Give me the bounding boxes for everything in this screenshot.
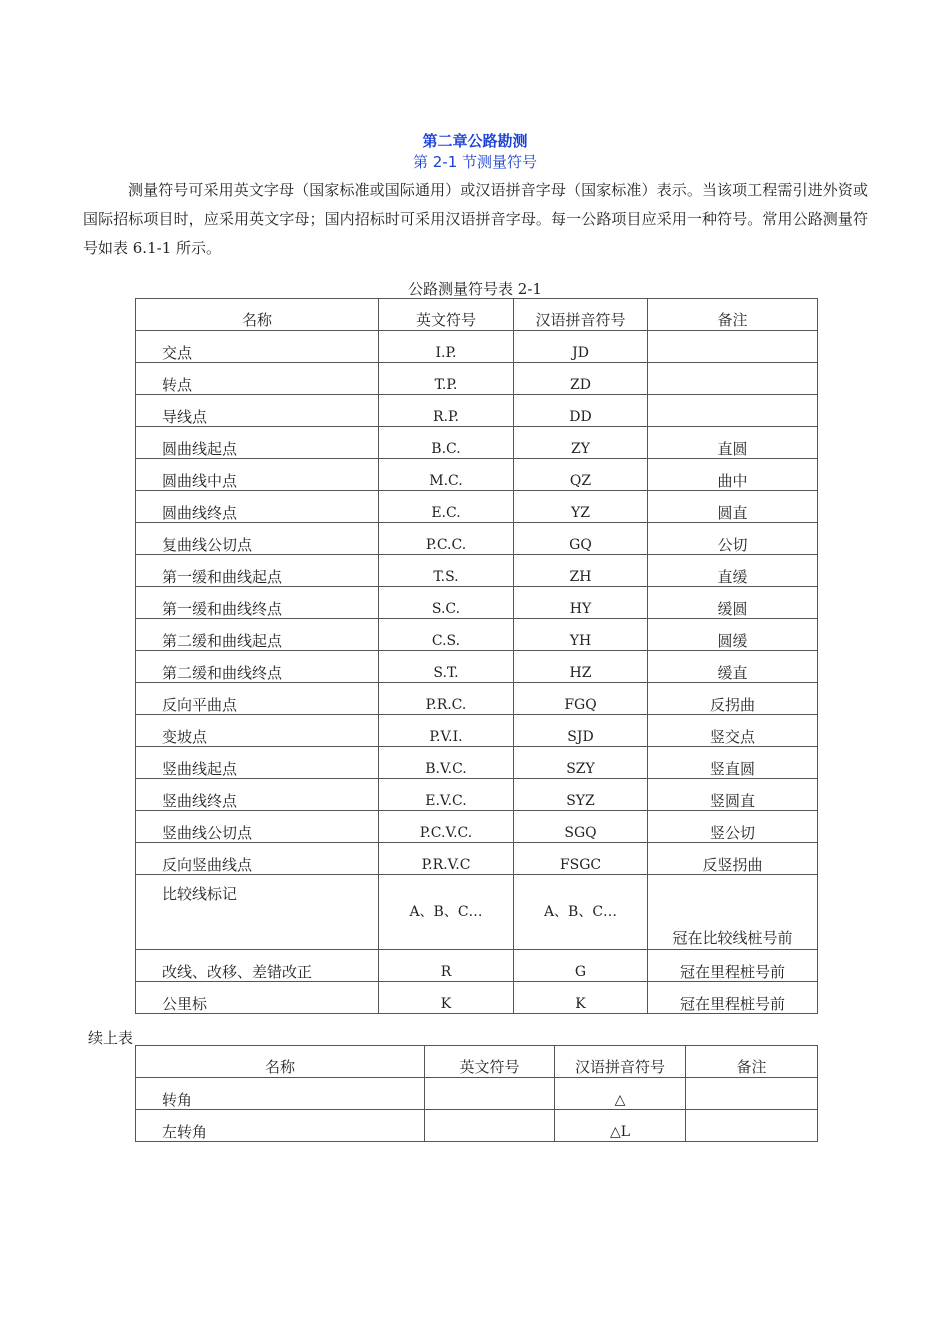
cell-pinyin-symbol: YZ (514, 491, 648, 523)
cell-english-symbol: R (379, 950, 514, 982)
table-row (136, 982, 818, 1014)
header-note: 备注 (648, 299, 818, 331)
cell-name: 第二缓和曲线终点 (136, 651, 379, 683)
cell-pinyin-symbol: YH (514, 619, 648, 651)
cell-english-symbol: P.V.I. (379, 715, 514, 747)
cell-pinyin-symbol: SGQ (514, 811, 648, 843)
header-note: 备注 (686, 1046, 818, 1078)
symbol-table (135, 298, 818, 1014)
table-row (136, 715, 818, 747)
header-english: 英文符号 (379, 299, 514, 331)
cell-note (686, 1110, 818, 1142)
cell-name: 转角 (136, 1078, 425, 1110)
cell-note (686, 1078, 818, 1110)
table-row (136, 619, 818, 651)
table-row (136, 811, 818, 843)
table-row (136, 395, 818, 427)
cell-pinyin-symbol: △L (555, 1110, 686, 1142)
cell-name: 复曲线公切点 (136, 523, 379, 555)
cell-pinyin-symbol: △ (555, 1078, 686, 1110)
cell-pinyin-symbol: A、B、C… (514, 875, 648, 950)
table-row (136, 747, 818, 779)
cell-note: 公切 (648, 523, 818, 555)
cell-english-symbol: P.C.C. (379, 523, 514, 555)
cell-english-symbol: T.S. (379, 555, 514, 587)
cell-english-symbol: I.P. (379, 331, 514, 363)
cell-pinyin-symbol: G (514, 950, 648, 982)
cell-note: 冠在比较线桩号前 (648, 875, 818, 950)
table-header-row (136, 1046, 818, 1078)
cell-english-symbol: B.C. (379, 427, 514, 459)
cell-note: 缓圆 (648, 587, 818, 619)
cell-english-symbol: P.R.C. (379, 683, 514, 715)
header-english: 英文符号 (425, 1046, 555, 1078)
table-row (136, 331, 818, 363)
cell-pinyin-symbol: QZ (514, 459, 648, 491)
cell-note: 直缓 (648, 555, 818, 587)
cell-english-symbol: P.C.V.C. (379, 811, 514, 843)
header-pinyin: 汉语拼音符号 (555, 1046, 686, 1078)
cell-pinyin-symbol: JD (514, 331, 648, 363)
cell-name: 竖曲线起点 (136, 747, 379, 779)
cell-name: 第一缓和曲线起点 (136, 555, 379, 587)
table-row (136, 459, 818, 491)
cell-english-symbol: T.P. (379, 363, 514, 395)
intro-paragraph: 测量符号可采用英文字母（国家标准或国际通用）或汉语拼音字母（国家标准）表示。当该项工程需引进外资或国际招标项目时，应采用英文字母；国内招标时可采用汉语拼音字母。每一公路项目应采用一种符号。常用公路测量符号如表 6.1-1 所示。 (83, 181, 868, 257)
cell-note: 反拐曲 (648, 683, 818, 715)
cell-note: 竖圆直 (648, 779, 818, 811)
chapter-title: 第二章公路勘测 (422, 132, 528, 150)
cell-pinyin-symbol: SJD (514, 715, 648, 747)
cell-name: 圆曲线中点 (136, 459, 379, 491)
table-row (136, 843, 818, 875)
table-row (136, 363, 818, 395)
cell-note: 竖公切 (648, 811, 818, 843)
cell-note: 曲中 (648, 459, 818, 491)
cell-name: 左转角 (136, 1110, 425, 1142)
cell-english-symbol: S.C. (379, 587, 514, 619)
cell-note: 直圆 (648, 427, 818, 459)
cell-name: 改线、改移、差错改正 (136, 950, 379, 982)
cell-name: 反向平曲点 (136, 683, 379, 715)
table-header-row (136, 299, 818, 331)
table-row (136, 427, 818, 459)
cell-name: 第一缓和曲线终点 (136, 587, 379, 619)
cell-note (648, 331, 818, 363)
cell-name: 变坡点 (136, 715, 379, 747)
cell-english-symbol (425, 1078, 555, 1110)
cell-name: 圆曲线终点 (136, 491, 379, 523)
cell-pinyin-symbol: ZD (514, 363, 648, 395)
cell-note: 反竖拐曲 (648, 843, 818, 875)
cell-name: 圆曲线起点 (136, 427, 379, 459)
cell-name: 转点 (136, 363, 379, 395)
table-row (136, 875, 818, 950)
cell-name: 反向竖曲线点 (136, 843, 379, 875)
cell-note: 缓直 (648, 651, 818, 683)
table-caption: 公路测量符号表 2-1 (408, 280, 542, 298)
cell-name: 交点 (136, 331, 379, 363)
cell-english-symbol (425, 1110, 555, 1142)
cell-pinyin-symbol: FSGC (514, 843, 648, 875)
table-row (136, 651, 818, 683)
table-row (136, 491, 818, 523)
cell-english-symbol: E.C. (379, 491, 514, 523)
cell-pinyin-symbol: K (514, 982, 648, 1014)
cell-name: 第二缓和曲线起点 (136, 619, 379, 651)
continued-label: 续上表 (88, 1029, 134, 1047)
continued-table (135, 1045, 818, 1142)
cell-note: 冠在里程桩号前 (648, 950, 818, 982)
cell-english-symbol: B.V.C. (379, 747, 514, 779)
cell-pinyin-symbol: HZ (514, 651, 648, 683)
section-title: 第 2-1 节测量符号 (412, 153, 538, 171)
cell-english-symbol: M.C. (379, 459, 514, 491)
cell-english-symbol: P.R.V.C (379, 843, 514, 875)
header-name: 名称 (136, 299, 379, 331)
header-pinyin: 汉语拼音符号 (514, 299, 648, 331)
table-row (136, 683, 818, 715)
cell-pinyin-symbol: GQ (514, 523, 648, 555)
table-row (136, 523, 818, 555)
cell-english-symbol: K (379, 982, 514, 1014)
table-row (136, 555, 818, 587)
cell-note: 圆直 (648, 491, 818, 523)
cell-english-symbol: A、B、C… (379, 875, 514, 950)
cell-pinyin-symbol: ZY (514, 427, 648, 459)
cell-pinyin-symbol: FGQ (514, 683, 648, 715)
cell-pinyin-symbol: DD (514, 395, 648, 427)
table-row (136, 950, 818, 982)
cell-english-symbol: E.V.C. (379, 779, 514, 811)
cell-name: 公里标 (136, 982, 379, 1014)
cell-note (648, 395, 818, 427)
cell-english-symbol: C.S. (379, 619, 514, 651)
header-name: 名称 (136, 1046, 425, 1078)
cell-note: 竖直圆 (648, 747, 818, 779)
cell-note: 竖交点 (648, 715, 818, 747)
cell-name: 竖曲线终点 (136, 779, 379, 811)
table-row (136, 779, 818, 811)
table-row (136, 1078, 818, 1110)
table-row (136, 587, 818, 619)
cell-pinyin-symbol: SZY (514, 747, 648, 779)
cell-english-symbol: R.P. (379, 395, 514, 427)
cell-name: 比较线标记 (136, 875, 379, 950)
cell-note: 圆缓 (648, 619, 818, 651)
cell-note (648, 363, 818, 395)
cell-english-symbol: S.T. (379, 651, 514, 683)
cell-pinyin-symbol: ZH (514, 555, 648, 587)
cell-name: 竖曲线公切点 (136, 811, 379, 843)
cell-note: 冠在里程桩号前 (648, 982, 818, 1014)
cell-name: 导线点 (136, 395, 379, 427)
table-row (136, 1110, 818, 1142)
cell-pinyin-symbol: HY (514, 587, 648, 619)
cell-pinyin-symbol: SYZ (514, 779, 648, 811)
